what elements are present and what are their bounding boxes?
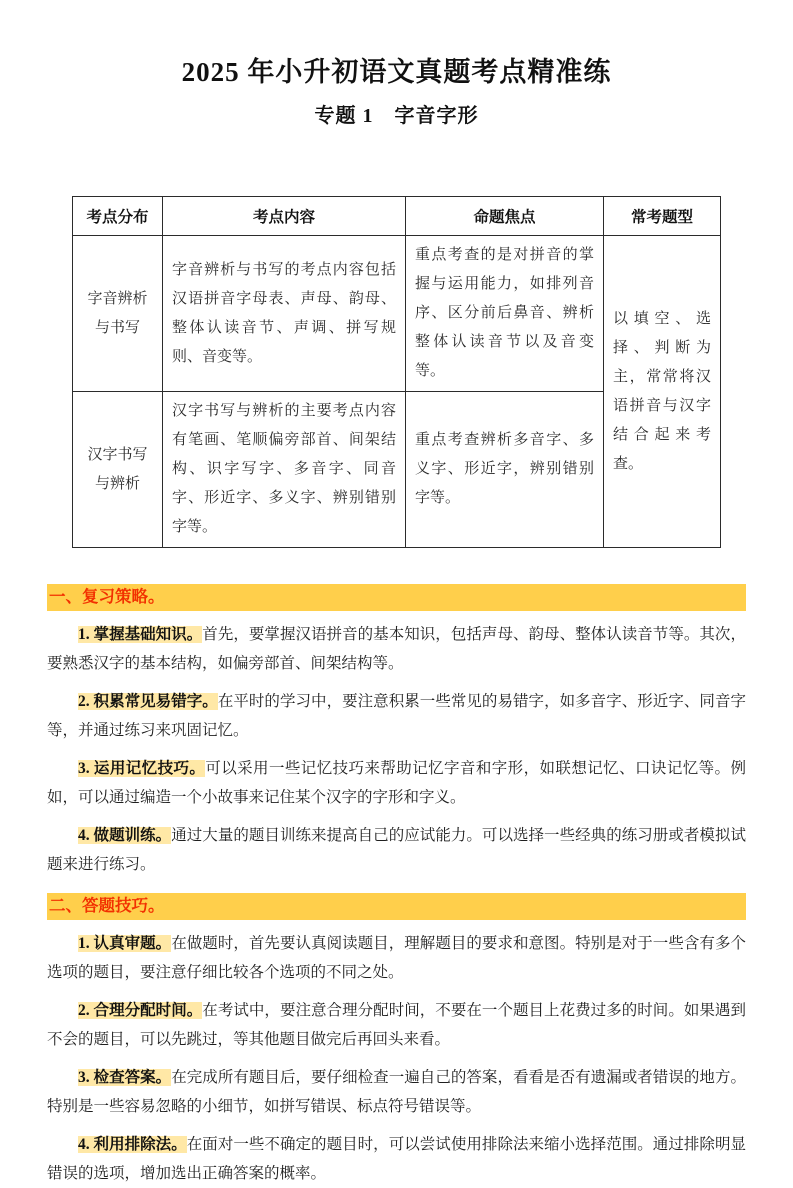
- header-changkao-tixing: 常考题型: [604, 197, 721, 236]
- header-kaodian-neirong: 考点内容: [163, 197, 406, 236]
- list-item: [47, 1130, 746, 1188]
- item-text: 在完成所有题目后，要仔细检查一遍自己的答案，看看是否有遗漏或者错误的地方。特别是一些容易忽略的小细节，如拼写错误、标点符号错误等。: [47, 1069, 746, 1115]
- row2-focus: 重点考查辨析多音字、多义字、形近字，辨别错别字等。: [406, 392, 604, 548]
- section-heading-answer-techniques: [47, 893, 746, 920]
- list-item: [47, 996, 746, 1054]
- page-subtitle: 专题 1 字音字形: [314, 105, 479, 127]
- section-heading-review-strategy: [47, 584, 746, 611]
- item-text: 在面对一些不确定的题目时，可以尝试使用排除法来缩小选择范围。通过排除明显错误的选项，增加选出正确答案的概率。: [47, 1136, 746, 1182]
- list-item: [47, 754, 746, 812]
- header-kaodian-fenbu: 考点分布: [73, 197, 163, 236]
- row1-category: 字音辨析与书写: [73, 236, 163, 392]
- item-label-highlight: 1. 掌握基础知识。: [78, 626, 203, 643]
- section-heading-label: 二、答题技巧。: [49, 896, 165, 915]
- row2-category: 汉字书写与辨析: [73, 392, 163, 548]
- item-label-highlight: 2. 合理分配时间。: [78, 1002, 203, 1019]
- list-item: [47, 620, 746, 678]
- row1-focus: 重点考查的是对拼音的掌握与运用能力，如排列音序、区分前后鼻音、辨析整体认读音节以及音变等。: [406, 236, 604, 392]
- item-text: 可以采用一些记忆技巧来帮助记忆字音和字形，如联想记忆、口诀记忆等。例如，可以通过编造一个小故事来记住某个汉字的字形和字义。: [47, 760, 746, 806]
- page-title: 2025 年小升初语文真题考点精准练: [181, 57, 612, 87]
- header-mingti-jiaodian: 命题焦点: [406, 197, 604, 236]
- row2-content: 汉字书写与辨析的主要考点内容有笔画、笔顺偏旁部首、间架结构、识字写字、多音字、同音字、形近字、多义字、辨别错别字等。: [163, 392, 406, 548]
- item-text: 在平时的学习中，要注意积累一些常见的易错字，如多音字、形近字、同音字等，并通过练习来巩固记忆。: [47, 693, 746, 739]
- list-item: [47, 821, 746, 879]
- item-text: 在做题时，首先要认真阅读题目，理解题目的要求和意图。特别是对于一些含有多个选项的题目，要注意仔细比较各个选项的不同之处。: [47, 935, 746, 981]
- item-label-highlight: 3. 检查答案。: [78, 1069, 172, 1086]
- table-header-row: [73, 197, 721, 236]
- list-item: [47, 929, 746, 987]
- item-label-highlight: 4. 做题训练。: [78, 827, 172, 844]
- item-text: 首先，要掌握汉语拼音的基本知识，包括声母、韵母、整体认读音节等。其次，要熟悉汉字的基本结构，如偏旁部首、间架结构等。: [47, 626, 746, 672]
- item-label-highlight: 1. 认真审题。: [78, 935, 172, 952]
- list-item: [47, 687, 746, 745]
- table-row: [73, 236, 721, 392]
- item-text: 通过大量的题目训练来提高自己的应试能力。可以选择一些经典的练习册或者模拟试题来进行练习。: [47, 827, 746, 873]
- row1-content: 字音辨析与书写的考点内容包括汉语拼音字母表、声母、韵母、整体认读音节、声调、拼写规则、音变等。: [163, 236, 406, 392]
- section-heading-label: 一、复习策略。: [49, 587, 165, 606]
- merged-question-types-cell: 以填空、选择、判断为主，常常将汉语拼音与汉字结合起来考查。: [604, 236, 721, 548]
- item-text: 在考试中，要注意合理分配时间，不要在一个题目上花费过多的时间。如果遇到不会的题目，可以先跳过，等其他题目做完后再回头来看。: [47, 1002, 746, 1048]
- exam-points-table: [72, 196, 721, 548]
- list-item: [47, 1063, 746, 1121]
- item-label-highlight: 4. 利用排除法。: [78, 1136, 187, 1153]
- item-label-highlight: 3. 运用记忆技巧。: [78, 760, 206, 777]
- item-label-highlight: 2. 积累常见易错字。: [78, 693, 218, 710]
